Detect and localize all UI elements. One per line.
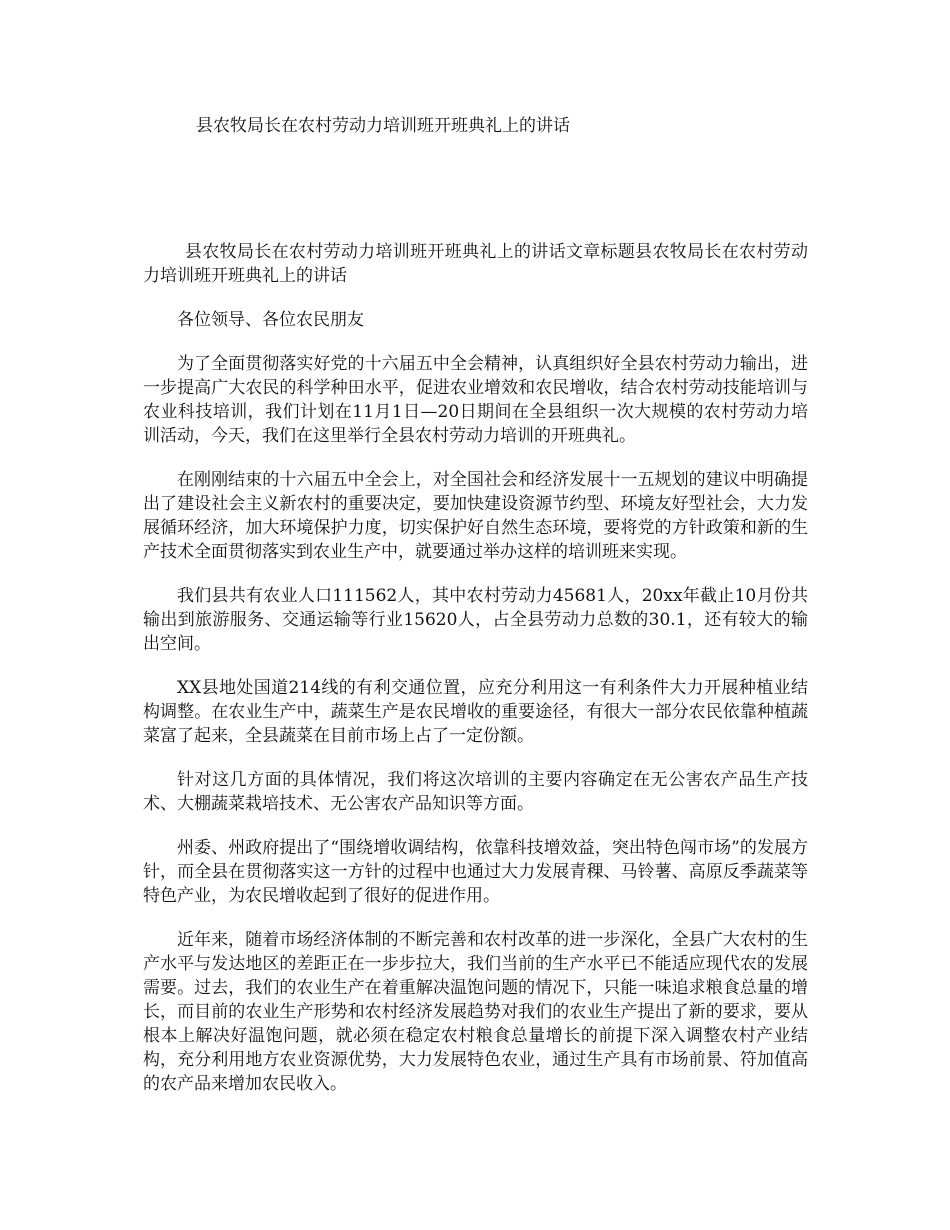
- paragraph-training-plan: 为了全面贯彻落实好党的十六届五中全会精神，认真组织好全县农村劳动力输出，进一步提高广大农民的科学种田水平，促进农业增效和农民增收，结合农村劳动技能培训与农业科技培训，我们计划在11月1日—20日期间在全县组织一次大规模的农村劳动力培训活动，今天，我们在这里举行全县农村劳动力培训的开班典礼。: [143, 354, 808, 446]
- document-body: [143, 240, 808, 1116]
- paragraph-heading-repeat: 县农牧局长在农村劳动力培训班开班典礼上的讲话文章标题县农牧局长在农村劳动力培训班开班典礼上的讲话: [143, 242, 808, 286]
- paragraph-policy: 在刚刚结束的十六届五中全会上，对全国社会和经济发展十一五规划的建议中明确提出了建设社会主义新农村的重要决定，要加快建设资源节约型、环境友好型社会，大力发展循环经济，加大环境保护力度，切实保护好自然生态环境，要将党的方针政策和新的生产技术全面贯彻落实到农业生产中，就要通过举办这样的培训班来实现。: [143, 470, 808, 562]
- document-title: 县农牧局长在农村劳动力培训班开班典礼上的讲话: [196, 116, 570, 136]
- paragraph-training-content: 针对这几方面的具体情况，我们将这次培训的主要内容确定在无公害农产品生产技术、大棚蔬菜栽培技术、无公害农产品知识等方面。: [143, 770, 808, 814]
- paragraph-statistics: 我们县共有农业人口111562人，其中农村劳动力45681人，20xx年截止10月份共输出到旅游服务、交通运输等行业15620人，占全县劳动力总数的30.1，还有较大的输出空间。: [143, 586, 808, 654]
- paragraph-recent-years: 近年来，随着市场经济体制的不断完善和农村改革的进一步深化，全县广大农村的生产水平与发达地区的差距正在一步步拉大，我们当前的生产水平已不能适应现代农的发展需要。过去，我们的农业生产在着重解决温饱问题的情况下，只能一味追求粮食总量的增长，而目前的农业生产形势和农村经济发展趋势对我们的农业生产提出了新的要求，要从根本上解决好温饱问题，就必须在稳定农村粮食总量增长的前提下深入调整农村产业结构，充分利用地方农业资源优势，大力发展特色农业，通过生产具有市场前景、符加值高的农产品来增加农民收入。: [143, 930, 808, 1094]
- paragraph-salutation: 各位领导、各位农民朋友: [177, 310, 364, 330]
- paragraph-development-policy: 州委、州政府提出了“围绕增收调结构，依靠科技增效益，突出特色闯市场”的发展方针，而全县在贯彻落实这一方针的过程中也通过大力发展青稞、马铃薯、高原反季蔬菜等特色产业，为农民增收起到了很好的促进作用。: [143, 838, 808, 906]
- paragraph-location: XX县地处国道214线的有利交通位置，应充分利用这一有利条件大力开展种植业结构调整。在农业生产中，蔬菜生产是农民增收的重要途径，有很大一部分农民依靠种植蔬菜富了起来，全县蔬菜在目前市场上占了一定份额。: [143, 678, 808, 746]
